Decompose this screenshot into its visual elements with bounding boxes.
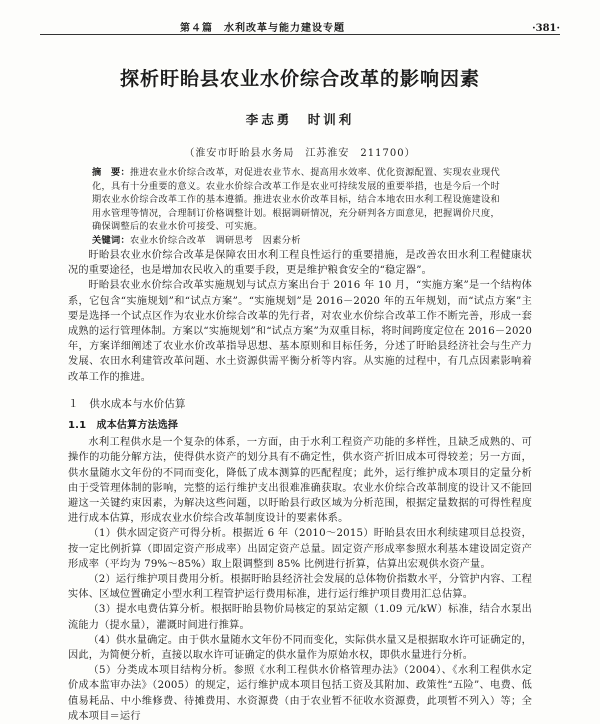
abstract (92, 166, 508, 234)
authors: 李志勇 时训利 (245, 112, 355, 127)
keywords-label: 关键词： (92, 234, 130, 246)
paragraph-intro-1: 盱眙县农业水价综合改革是保障农田水利工程良性运行的重要措施，是改善农田水利工程健康状况的重要途径，也是增加农民收入的重要手段，更是维护粮食安全的“稳定器”。 (68, 250, 532, 277)
section-heading-1: １ 供水成本与水价估算 (68, 397, 186, 410)
paragraph-item-2: （2）运行维护项目费用分析。根据盱眙县经济社会发展的总体物价指数水平，分管护内容、工程实体、区域位置确定小型水利工程管护运行费用标准，进行运行维护项目费用汇总估算。 (68, 574, 532, 601)
keywords (92, 234, 508, 248)
running-header-section: 第４篇 水利改革与能力建设专题 (180, 23, 345, 34)
paragraph-item-3: （3）提水电费估算分析。根据盱眙县物价局核定的泵站定额（1.09 元/kW）标准，结合水泵出流能力（提水量），灌溉时间进行推算。 (68, 604, 532, 631)
paragraph-item-1: （1）供水固定资产可得分析。根据近 6 年（2010～2015）盱眙县农田水利续建项目总投资，按一定比例折算（即固定资产形成率）出固定资产总量。固定资产形成率参照水利基本建设固定资产形成率（平均为 79%～85%）取上限调整到 85% 比例进行折算，估算出宏观供水资产量。 (68, 528, 532, 570)
paragraph-item-4: （4）供水量确定。由于供水量随水文年份不同而变化，实际供水量又是根据取水许可证确定的，因此，为简便分析，直接以取水许可证确定的供水量作为原始水权，即供水量进行分析。 (68, 634, 532, 662)
affiliation: （淮安市盱眙县水务局 江苏淮安 211700） (184, 148, 416, 159)
abstract-block (92, 166, 508, 248)
body-text (68, 248, 532, 724)
abstract-label: 摘 要： (92, 167, 130, 178)
paper-title: 探析盱眙县农业水价综合改革的影响因素 (119, 68, 480, 90)
keywords-text: 农业水价综合改革 调研思考 因素分析 (129, 234, 301, 246)
paragraph-intro-2: 盱眙县农业水价综合改革实施规划与试点方案出台于 2016 年 10 月，“实施方案”是一个结构体系，它包含“实施规划”和“试点方案”。“实施规划”是 2016－2020 年的五年规划，而“试点方案”主要是选择一个试点区作为农业水价综合改革的先行者，对农业水价综合改革工作不断完善，形成一套成熟的运行管理体制。方案以“实施规划”和“试点方案”为双重目标，将时间跨度定位在 2016－2020 年，方案详细阐述了农业水价改革指导思想、基本原则和目标任务，分述了盱眙县经济社会与生产力发展、农田水利建管改革问题、水土资源供需平衡分析等内容。从实施的过程中，有几点因素影响着改革工作的推进。 (68, 280, 532, 383)
abstract-text: 推进农业水价综合改革，对促进农业节水、提高用水效率、优化资源配置、实现农业现代化，具有十分重要的意义。农业水价综合改革工作是农业可持续发展的重要举措，也是今后一个时期农业水价综合改革工作的基本遵循。推进农业水价改革目标，结合本地农田水利工程设施建设和用水管理等情况，合理制订价格调整计划。根据调研情况，充分研判各方面意见，把握调价尺度，确保调整后的农业水价可接受、可实施。 (92, 167, 500, 233)
subsection-heading-1-1: 1.1 成本估算方法选择 (68, 420, 179, 432)
paragraph-item-5: （5）分类成本项目结构分析。参照《水利工程供水价格管理办法》（2004）、《水利工程供水定价成本监审办法》（2005）的规定，运行维护成本项目包括工资及其附加、政策性“五险”、电费、低值易耗品、中小维修费、待摊费用、水资源费（由于农业暂不征收水资源费，此项暂不列入）等；全成本项目＝运行 (68, 665, 532, 722)
paragraph-cost-system: 水利工程供水是一个复杂的体系，一方面，由于水利工程资产功能的多样性，且缺乏成熟的、可操作的功能分解方法，使得供水资产的划分具有不确定性，供水资产折旧成本可得较差；另一方面，供水量随水文年份的不同而变化，降低了成本测算的匹配程度；此外，运行维护成本项目的定量分析由于受管理体制的影响，完整的运行维护支出很难准确获取。农业水价综合改革制度的设计又不能回避这一关键约束因素，为解决这些问题，以盱眙县行政区域为分析范围，根据定量数据的可得性程度进行成本估算，形成农业水价综合改革制度设计的要素体系。 (68, 437, 532, 525)
page-number: ·381· (532, 23, 560, 34)
running-header (40, 18, 560, 35)
